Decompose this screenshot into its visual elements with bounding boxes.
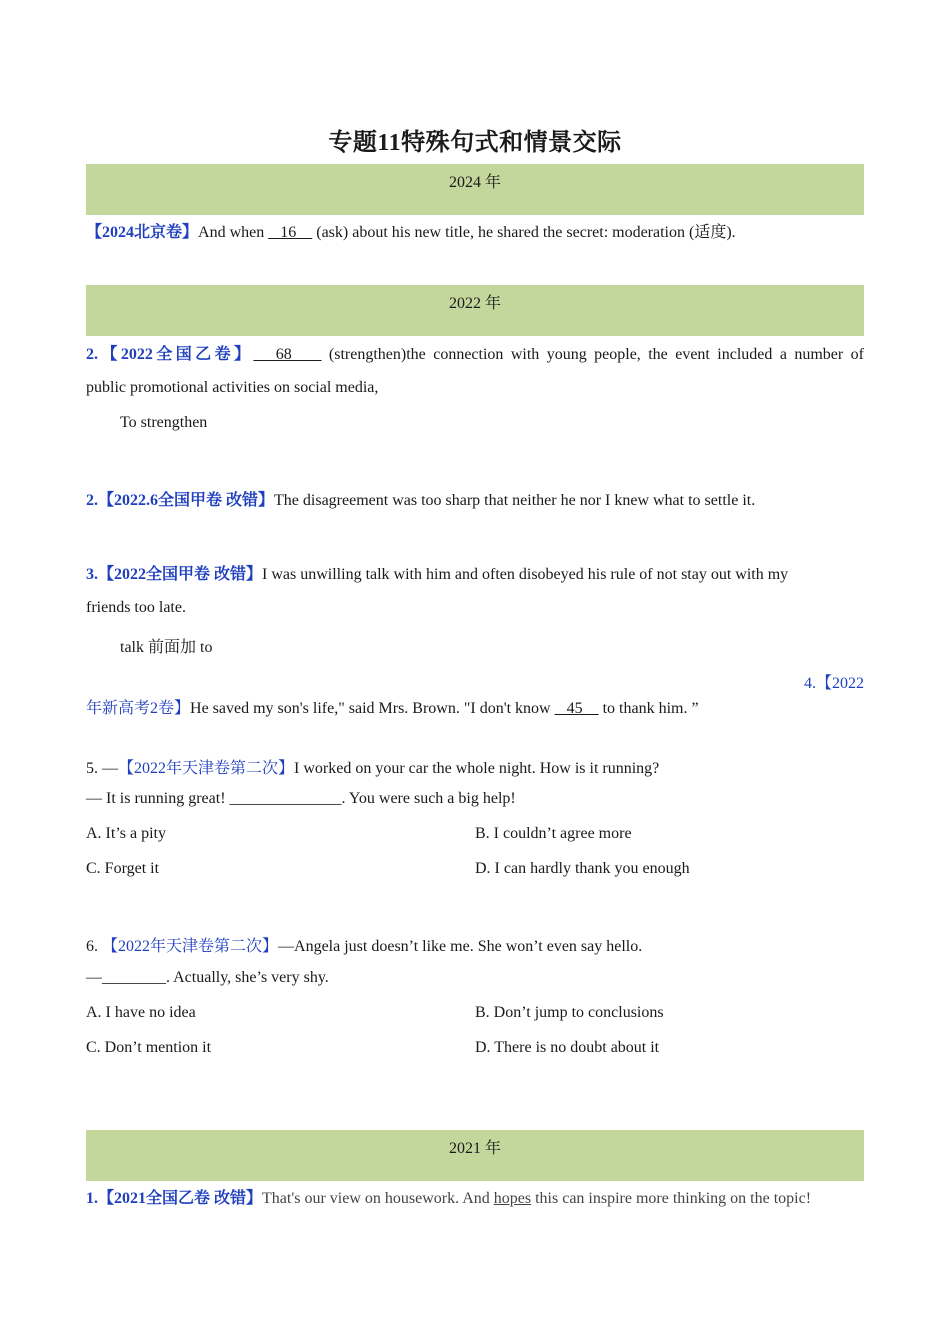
option-c: C. Forget it: [86, 860, 160, 877]
option-a: A. It’s a pity: [86, 825, 166, 842]
answer-2022-2a: To strengthen: [120, 414, 208, 431]
question-source-tag: 【2022年天津卷第二次】: [102, 938, 279, 955]
question-2022-2a: [86, 341, 864, 364]
question-source-tag: 【2022年天津卷第二次】: [118, 760, 295, 777]
question-source-tag: 2.【2022.6全国甲卷 改错】: [86, 492, 275, 509]
question-text: The disagreement was too sharp that neither he nor I knew what to settle it.: [274, 492, 756, 509]
question-text: I was unwilling talk with him and often disobeyed his rule of not stay out with my: [262, 566, 789, 583]
question-source-tag: 年新高考2卷】: [86, 700, 191, 717]
question-2022-3-cont: friends too late.: [86, 599, 186, 616]
option-b: B. Don’t jump to conclusions: [475, 1004, 664, 1021]
section-header-2024: 2024 年: [86, 164, 864, 215]
question-2022-2a-cont: public promotional activities on social media,: [86, 379, 379, 396]
question-text: —Angela just doesn’t like me. She won’t even say hello.: [278, 938, 643, 955]
question-source-tag: 3.【2022全国甲卷 改错】: [86, 566, 263, 583]
question-2022-2b: [86, 487, 864, 510]
section-header-2021: 2021 年: [86, 1130, 864, 1181]
option-b: B. I couldn’t agree more: [475, 825, 632, 842]
question-text: to thank him. ”: [598, 700, 699, 717]
option-c: C. Don’t mention it: [86, 1039, 212, 1056]
question-text: (strengthen)the connection with young people, the event included a number of: [321, 346, 864, 363]
question-text: I worked on your car the whole night. How is it running?: [294, 760, 660, 777]
question-text: this can inspire more thinking on the topic!: [531, 1190, 812, 1207]
question-2021-1: [86, 1185, 864, 1208]
question-text: He saved my son's life," said Mrs. Brown. "I don't know: [190, 700, 555, 717]
page-title: 专题11特殊句式和情景交际: [328, 130, 622, 156]
option-a: A. I have no idea: [86, 1004, 196, 1021]
answer-blank: 16: [268, 224, 313, 241]
question-2022-4-tag-start: [86, 670, 864, 693]
underlined-word: hopes: [493, 1190, 532, 1207]
answer-blank: 68: [253, 346, 322, 363]
question-text: And when: [198, 224, 269, 241]
question-source-tag: 1.【2021全国乙卷 改错】: [86, 1190, 263, 1207]
question-number: 6.: [86, 938, 102, 955]
question-text: (ask) about his new title, he shared the secret: moderation (适度).: [312, 224, 736, 241]
question-2022-3: [86, 561, 864, 584]
question-text: That's our view on housework. And: [262, 1190, 494, 1207]
answer-blank: 45: [554, 700, 599, 717]
question-2022-5-line2: — It is running great! ______________. You were such a big help!: [86, 790, 516, 807]
question-source-tag: 【2024北京卷】: [86, 224, 199, 241]
section-header-2022: 2022 年: [86, 285, 864, 336]
question-2022-6: [86, 933, 864, 956]
option-d: D. I can hardly thank you enough: [475, 860, 690, 877]
question-source-tag: 2.【2022全国乙卷】: [86, 346, 254, 363]
question-source-tag: 4.【2022: [803, 675, 864, 692]
question-2022-6-line2: —________. Actually, she’s very shy.: [86, 969, 329, 986]
question-2022-5: [86, 755, 864, 778]
question-2024: [86, 219, 864, 242]
question-2022-4: [86, 695, 864, 718]
answer-2022-3: talk 前面加 to: [120, 639, 213, 656]
option-d: D. There is no doubt about it: [475, 1039, 660, 1056]
question-number: 5. —: [86, 760, 118, 777]
